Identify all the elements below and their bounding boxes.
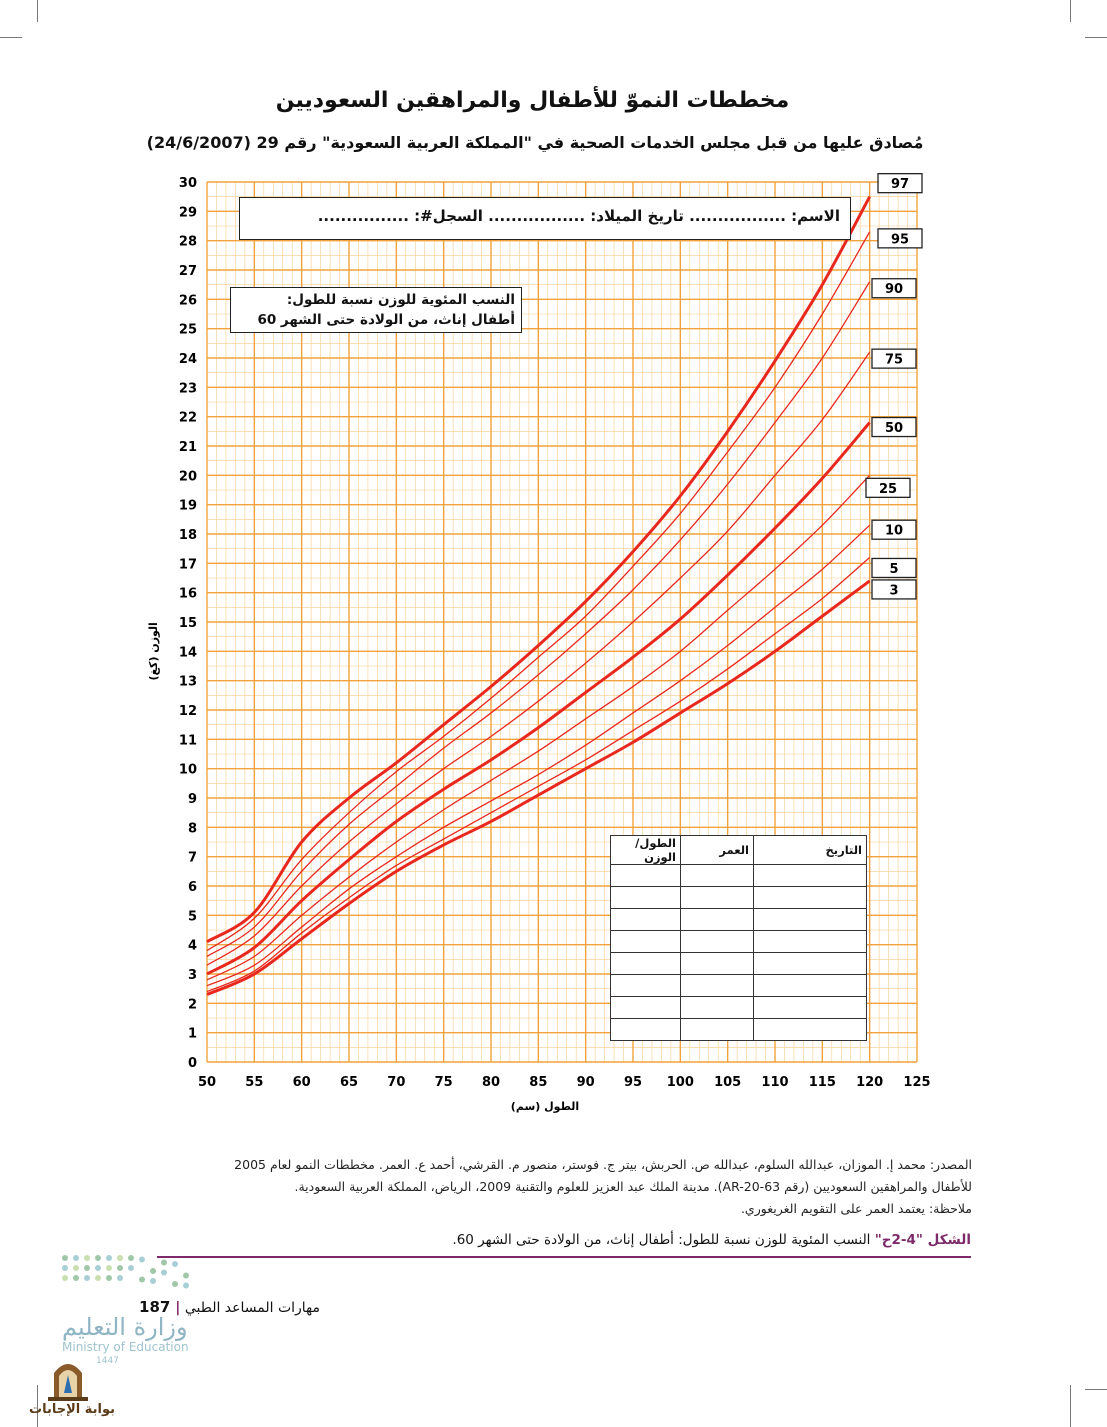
- logo-dot: [62, 1265, 68, 1271]
- x-tick-label: 70: [387, 1075, 406, 1090]
- crop-mark: [1085, 1389, 1107, 1390]
- y-tick-label: 7: [187, 850, 197, 866]
- x-tick-label: 65: [339, 1075, 359, 1090]
- logo-dot: [84, 1265, 90, 1271]
- header-date: التاريخ: [754, 836, 867, 865]
- y-tick-label: 10: [178, 762, 197, 778]
- record-table-cell: [754, 975, 867, 997]
- patient-info-box: [239, 197, 851, 240]
- logo-dot: [117, 1255, 123, 1261]
- record-table-cell: [681, 931, 754, 953]
- x-tick-label: 85: [529, 1075, 548, 1090]
- logo-dot: [106, 1265, 112, 1271]
- ministry-name-en: Ministry of Education: [62, 1340, 189, 1354]
- record-table-row: [611, 953, 867, 975]
- y-tick-label: 23: [178, 381, 197, 397]
- y-tick-label: 26: [178, 293, 197, 309]
- x-tick-label: 125: [903, 1075, 931, 1090]
- figure-caption-text: النسب المئوية للوزن نسبة للطول: أطفال إناث، من الولادة حتى الشهر 60.: [452, 1232, 875, 1248]
- logo-dot: [150, 1268, 156, 1274]
- y-tick-label: 11: [178, 733, 197, 749]
- y-tick-label: 27: [178, 264, 197, 279]
- logo-dot: [183, 1283, 189, 1289]
- source-note: ملاحظة: يعتمد العمر على التقويم الغريغوري.: [740, 1201, 972, 1216]
- logo-dot: [73, 1255, 79, 1261]
- page-subtitle: مُصادق عليها من قبل مجلس الخدمات الصحية في "المملكة العربية السعودية" رقم 29 (24/6/2007): [146, 133, 924, 152]
- source-line2: للأطفال والمراهقين السعوديين (رقم AR-20-63). مدينة الملك عبد العزيز للعلوم والتقنية 2009، الرياض، المملكة العربية السعودية.: [294, 1179, 972, 1194]
- figure-caption: [157, 1232, 971, 1258]
- percentile-label: 97: [890, 177, 910, 193]
- x-tick-label: 75: [434, 1075, 453, 1090]
- record-table-cell: [611, 931, 681, 953]
- logo-dot: [84, 1255, 90, 1261]
- percentile-label: 75: [884, 352, 904, 368]
- record-table-cell: [611, 909, 681, 931]
- chart-label-line1: النسب المئوية للوزن نسبة للطول:: [286, 292, 515, 308]
- logo-dot: [73, 1275, 79, 1281]
- logo-dot: [161, 1260, 167, 1266]
- record-table-cell: [681, 975, 754, 997]
- page-number: 187: [139, 1298, 171, 1316]
- logo-dot: [84, 1275, 90, 1281]
- record-table-cell: [754, 953, 867, 975]
- percentile-label: 95: [890, 232, 910, 248]
- y-tick-label: 12: [178, 704, 197, 719]
- x-tick-label: 50: [197, 1075, 217, 1090]
- logo-dot: [183, 1273, 189, 1279]
- logo-dot: [139, 1277, 145, 1283]
- y-tick-label: 28: [178, 234, 197, 250]
- y-tick-label: 4: [187, 938, 197, 954]
- header-age: العمر: [681, 836, 754, 865]
- y-tick-label: 16: [178, 586, 197, 602]
- logo-dot: [172, 1281, 178, 1287]
- y-tick-label: 8: [187, 821, 197, 837]
- record-table-cell: [681, 865, 754, 887]
- logo-dot: [128, 1255, 134, 1261]
- logo-dot: [161, 1270, 167, 1276]
- y-tick-label: 5: [187, 909, 197, 925]
- page-footer: مهارات المساعد الطبي | 187: [139, 1298, 320, 1316]
- record-table-cell: [611, 975, 681, 997]
- logo-dot: [73, 1265, 79, 1271]
- crop-mark: [1070, 1385, 1071, 1427]
- x-tick-label: 95: [623, 1075, 643, 1090]
- y-tick-label: 1: [187, 1026, 197, 1042]
- y-tick-label: 22: [178, 410, 197, 426]
- record-table-row: [611, 1019, 867, 1041]
- logo-dot: [128, 1265, 134, 1271]
- record-table-row: [611, 931, 867, 953]
- x-tick-label: 55: [245, 1075, 264, 1090]
- ministry-name-ar: وزارة التعليم: [62, 1313, 188, 1341]
- record-table-cell: [681, 1019, 754, 1041]
- y-tick-label: 24: [178, 352, 197, 367]
- percentile-label: 90: [884, 282, 904, 298]
- percentile-label: 5: [889, 561, 899, 577]
- record-table-row: [611, 909, 867, 931]
- percentile-label: 50: [884, 421, 904, 437]
- record-table-cell: [754, 909, 867, 931]
- y-tick-label: 21: [178, 440, 197, 455]
- record-table-header: [611, 836, 867, 865]
- y-axis-label: الوزن (كغ): [147, 622, 160, 681]
- patient-info-text: الاسم: ................. تاريخ الميلاد: ................. السجل#: ................: [317, 207, 840, 225]
- y-tick-label: 2: [187, 997, 197, 1013]
- record-table-cell: [754, 865, 867, 887]
- page-title: مخططات النموّ للأطفال والمراهقين السعوديين: [275, 88, 790, 113]
- y-tick-label: 13: [178, 674, 197, 690]
- ministry-year: 1447: [96, 1356, 119, 1366]
- logo-dot: [106, 1275, 112, 1281]
- record-table-cell: [754, 997, 867, 1019]
- y-tick-label: 20: [178, 469, 197, 485]
- record-table-cell: [611, 997, 681, 1019]
- y-tick-label: 9: [187, 792, 197, 807]
- logo-dot: [117, 1275, 123, 1281]
- y-tick-label: 14: [178, 645, 197, 661]
- record-table-row: [611, 887, 867, 909]
- percentile-label: 3: [889, 583, 899, 599]
- record-table: [610, 835, 867, 1041]
- x-tick-label: 80: [481, 1075, 501, 1090]
- book-title: مهارات المساعد الطبي: [184, 1300, 320, 1316]
- figure-caption-label: الشكل "4-2ح": [874, 1232, 971, 1248]
- y-tick-label: 18: [178, 528, 197, 543]
- record-table-cell: [611, 953, 681, 975]
- chart-label-box: [230, 287, 522, 333]
- percentile-label: 25: [878, 481, 898, 497]
- logo-dot: [95, 1265, 101, 1271]
- source-line1: المصدر: محمد إ. الموزان، عبدالله السلوم، عبدالله ص. الحربش، بيتر ج. فوستر، منصور م. القرشي، أحمد ع. العمر. مخططات النمو لعام 2005: [234, 1157, 972, 1172]
- chart-label-line2: أطفال إناث، من الولادة حتى الشهر 60: [257, 312, 515, 328]
- record-table-cell: [681, 953, 754, 975]
- record-table-cell: [754, 887, 867, 909]
- x-tick-label: 115: [808, 1075, 836, 1090]
- y-tick-label: 29: [178, 205, 197, 221]
- x-tick-label: 60: [292, 1075, 311, 1090]
- logo-dot: [106, 1255, 112, 1261]
- watermark-emblem-icon: [40, 1353, 96, 1401]
- logo-dot: [150, 1278, 156, 1284]
- record-table-cell: [754, 1019, 867, 1041]
- record-table-row: [611, 997, 867, 1019]
- record-table-cell: [611, 887, 681, 909]
- logo-dot: [62, 1275, 68, 1281]
- record-table-row: [611, 975, 867, 997]
- record-table-row: [611, 865, 867, 887]
- x-axis-label: الطول (سم): [510, 1100, 580, 1113]
- x-tick-label: 90: [576, 1075, 595, 1090]
- logo-dot: [117, 1265, 123, 1271]
- y-tick-label: 30: [178, 176, 197, 191]
- watermark-text: بوابة الإجابات: [29, 1402, 115, 1417]
- x-tick-label: 110: [761, 1075, 789, 1090]
- y-tick-label: 3: [187, 968, 197, 983]
- y-tick-label: 6: [187, 880, 197, 895]
- logo-dot: [139, 1257, 145, 1263]
- x-tick-label: 105: [714, 1075, 742, 1090]
- y-tick-label: 0: [187, 1056, 197, 1071]
- record-table-cell: [611, 1019, 681, 1041]
- logo-dot: [95, 1255, 101, 1261]
- y-tick-label: 19: [178, 498, 197, 514]
- percentile-label: 10: [884, 523, 904, 539]
- record-table-cell: [681, 887, 754, 909]
- x-tick-label: 120: [856, 1075, 884, 1090]
- record-table-cell: [681, 997, 754, 1019]
- record-table-cell: [611, 865, 681, 887]
- x-tick-label: 100: [666, 1075, 694, 1090]
- y-tick-label: 15: [178, 616, 197, 631]
- logo-dot: [172, 1261, 178, 1267]
- logo-dot: [95, 1275, 101, 1281]
- record-table-cell: [754, 931, 867, 953]
- record-table-cell: [681, 909, 754, 931]
- header-height-weight: الطول/الوزن: [611, 836, 681, 865]
- y-tick-label: 17: [178, 557, 197, 573]
- y-tick-label: 25: [178, 322, 197, 338]
- logo-dot: [62, 1255, 68, 1261]
